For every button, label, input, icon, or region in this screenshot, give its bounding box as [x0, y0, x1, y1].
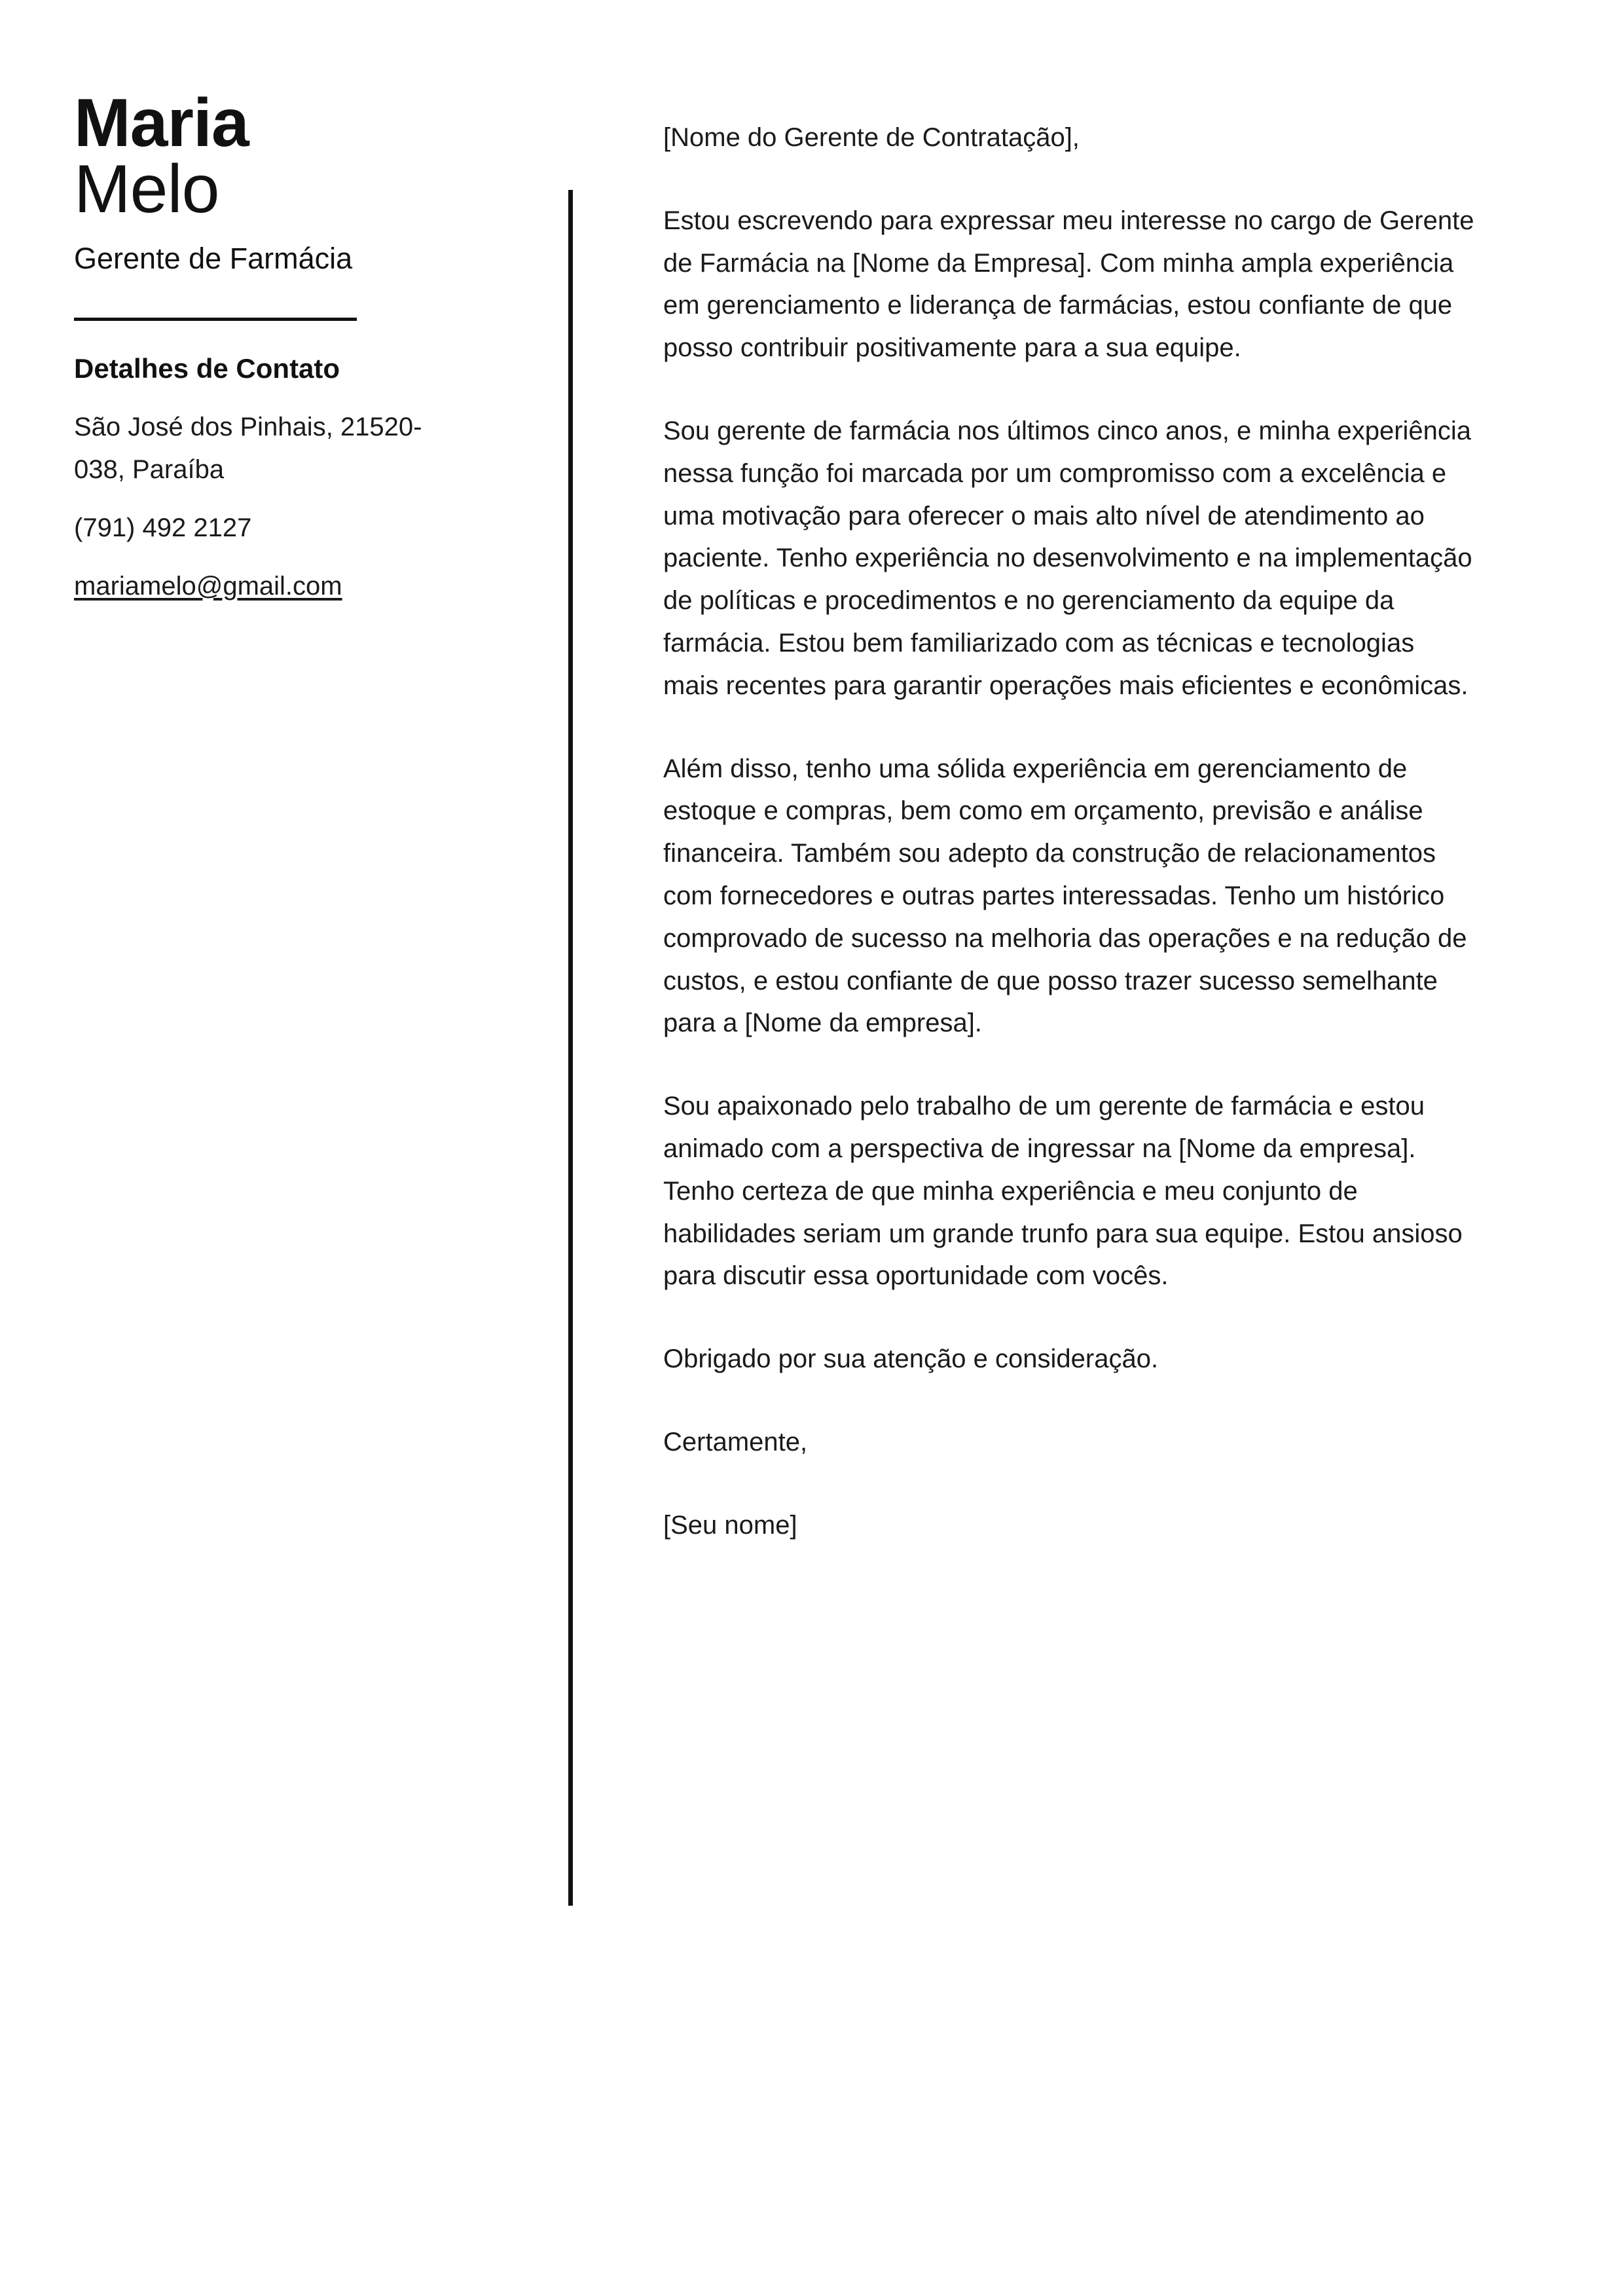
header-divider-rule [74, 318, 357, 321]
letter-thanks: Obrigado por sua atenção e consideração. [663, 1344, 1159, 1374]
contact-email-link[interactable]: mariamelo@gmail.com [74, 571, 342, 601]
vertical-divider [568, 190, 573, 1906]
contact-details-list [74, 406, 532, 607]
candidate-last-name: Melo [74, 151, 219, 228]
letter-paragraph: Sou apaixonado pelo trabalho de um gerente de farmácia e estou animado com a perspectiva de ingressar na [Nome da empresa]. Tenho certeza de que minha experiência e meu conjunto de habilidades seriam um grande trunfo para sua equipe. Estou ansioso para discutir essa oportunidade com vocês. [663, 1092, 1463, 1291]
letter-closing: Certamente, [663, 1427, 808, 1456]
letter-body [663, 117, 1475, 1547]
letter-paragraph: Sou gerente de farmácia nos últimos cinco anos, e minha experiência nessa função foi marcada por um compromisso com a excelência e uma motivação para oferecer o mais alto nível de atendimento ao paciente. Tenho experiência no desenvolvimento e na implementação de políticas e procedimentos e no gerenciamento da equipe da farmácia. Estou bem familiarizado com as técnicas e tecnologias mais recentes para garantir operações mais eficientes e econômicas. [663, 416, 1472, 700]
contact-details-heading: Detalhes de Contato [74, 352, 340, 384]
letter-signature: [Seu nome] [663, 1510, 797, 1540]
contact-address: São José dos Pinhais, 21520-038, Paraíba [74, 413, 422, 485]
contact-phone: (791) 492 2127 [74, 513, 252, 542]
candidate-name [74, 85, 532, 228]
sidebar [74, 0, 532, 623]
letter-salutation: [Nome do Gerente de Contratação], [663, 123, 1080, 152]
letter-paragraph: Além disso, tenho uma sólida experiência em gerenciamento de estoque e compras, bem como em orçamento, previsão e análise financeira. Também sou adepto da construção de relacionamentos com fornecedores e outras partes interessadas. Tenho um histórico comprovado de sucesso na melhoria das operações e na redução de custos, e estou confiante de que posso trazer sucesso semelhante para a [Nome da empresa]. [663, 754, 1467, 1038]
candidate-first-name: Maria [74, 85, 249, 161]
letter-paragraph: Estou escrevendo para expressar meu interesse no cargo de Gerente de Farmácia na [Nome da Empresa]. Com minha ampla experiência em gerenciamento e liderança de farmácias, estou confiante de que posso contribuir positivamente para a sua equipe. [663, 206, 1474, 363]
job-title: Gerente de Farmácia [74, 242, 353, 276]
